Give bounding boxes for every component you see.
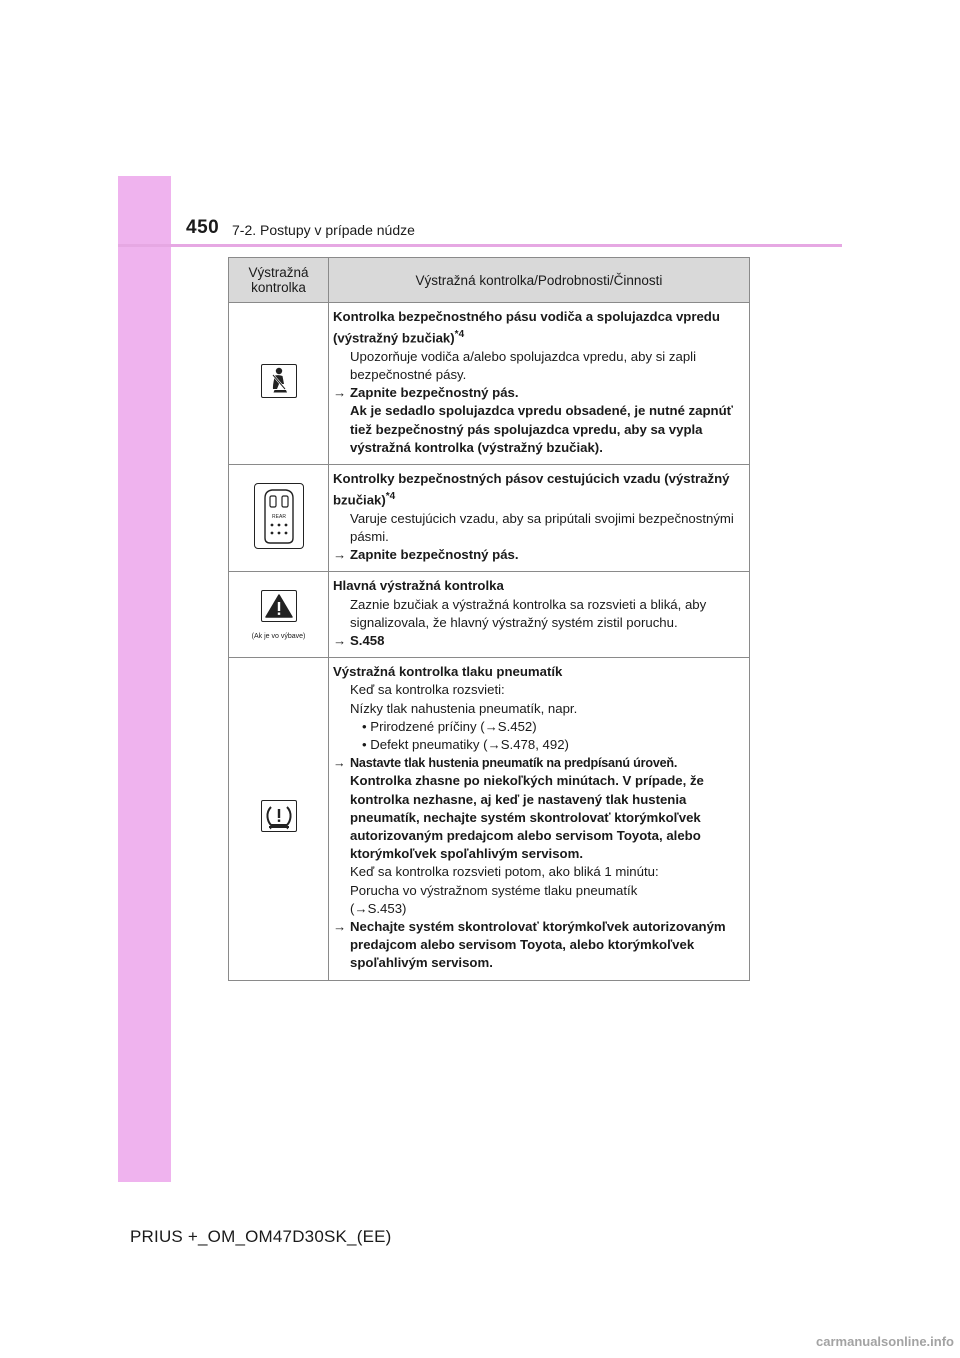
bullet-item: • Defekt pneumatiky (→S.478, 492) (362, 737, 569, 753)
icon-cell (229, 303, 329, 465)
arrow-right-icon: → (333, 756, 346, 771)
page-number: 450 (186, 217, 220, 238)
row-description: Varuje cestujúcich vzadu, aby sa pripútali svojimi bezpečnostnými pásmi. (350, 510, 734, 545)
details-cell (329, 465, 750, 572)
row-title: Kontrolka bezpečnostného pásu vodiča a spolujazdca vpredu (výstražný bzučiak)$^{*4}$ (333, 309, 720, 346)
table-row (229, 303, 750, 465)
arrow-right-icon: → (333, 547, 347, 563)
header-details: Výstražná kontrolka/Podrobnosti/Činnosti (329, 258, 750, 303)
row-description: Keď sa kontrolka rozsvieti potom, ako bliká 1 minútu: (350, 864, 659, 880)
row-title: Výstražná kontrolka tlaku pneumatík (333, 664, 563, 680)
arrow-right-icon: → (333, 385, 347, 401)
row-action-note: Kontrolka zhasne po niekoľkých minútach. V prípade, že kontrolka nezhasne, aj keď je nastavený tlak hustenia pneumatík, nechajte systém skontrolovať ktorýmkoľvek autorizovaným predajcom alebo servisom Toyota, alebo ktorýmkoľvek spoľahlivým servisom. (350, 773, 704, 862)
details-cell (329, 572, 750, 658)
footnote-mark: *4 (454, 329, 465, 341)
table-row (229, 465, 750, 572)
table-header-row (229, 258, 750, 303)
header-rule (118, 244, 842, 247)
row-action: → S.458 (333, 632, 745, 650)
chapter-side-tab (118, 176, 171, 1182)
row-description: (→S.453) (350, 900, 407, 916)
bullet-item: • Prirodzené príčiny (→S.452) (362, 718, 537, 734)
row-description: Porucha vo výstražnom systéme tlaku pneumatík (350, 882, 638, 898)
seatbelt-reminder-icon (261, 364, 297, 398)
warning-lights-table (228, 257, 750, 981)
table-row (229, 658, 750, 980)
footnote-mark: *4 (385, 491, 396, 503)
availability-note: (Ak je vo výbave) (251, 632, 306, 640)
document-code: PRIUS +_OM_OM47D30SK_(EE) (130, 1227, 392, 1246)
row-description: Zaznie bzučiak a výstražná kontrolka sa rozsvieti a bliká, aby signalizovala, že hlavný výstražný systém zistil poruchu. (350, 596, 707, 630)
details-cell (329, 303, 750, 465)
row-action: → Nechajte systém skontrolovať ktorýmkoľvek autorizovaným predajcom alebo servisom Toyota, alebo ktorýmkoľvek spoľahlivým servisom. (333, 919, 726, 971)
arrow-right-icon: → (333, 919, 347, 935)
row-description: Keď sa kontrolka rozsvieti: (350, 682, 505, 698)
header-warning-light: Výstražná kontrolka (229, 258, 329, 303)
row-action: → Zapnite bezpečnostný pás. (333, 546, 745, 564)
tire-pressure-warning-icon (261, 800, 297, 832)
row-action: → Nastavte tlak hustenia pneumatík na predpísanú úroveň. (333, 754, 745, 772)
rear-seatbelt-icon (254, 483, 304, 549)
icon-cell (229, 658, 329, 980)
arrow-right-icon: → (333, 633, 347, 649)
rear-label: REAR (271, 513, 286, 520)
row-title: Kontrolky bezpečnostných pásov cestujúcich vzadu (výstražný bzučiak)$^{*4}$ (333, 471, 730, 508)
master-warning-icon (261, 590, 297, 622)
row-description: Nízky tlak nahustenia pneumatík, napr. (350, 700, 578, 716)
details-cell (329, 658, 750, 980)
icon-cell (229, 465, 329, 572)
row-action-note: Ak je sedadlo spolujazdca vpredu obsadené, je nutné zapnúť tiež bezpečnostný pás spolujazdca vpredu, aby sa vypla výstražná kontrolka (výstražný bzučiak). (350, 403, 733, 455)
row-description: Upozorňuje vodiča a/alebo spolujazdca vpredu, aby si zapli bezpečnostné pásy. (350, 348, 697, 382)
icon-cell (229, 572, 329, 658)
table-row (229, 572, 750, 658)
chapter-title: 7-2. Postupy v prípade núdze (232, 222, 415, 238)
watermark: carmanualsonline.info (816, 1334, 954, 1349)
row-title: Hlavná výstražná kontrolka (333, 578, 504, 594)
row-action: → Zapnite bezpečnostný pás. (333, 384, 745, 402)
